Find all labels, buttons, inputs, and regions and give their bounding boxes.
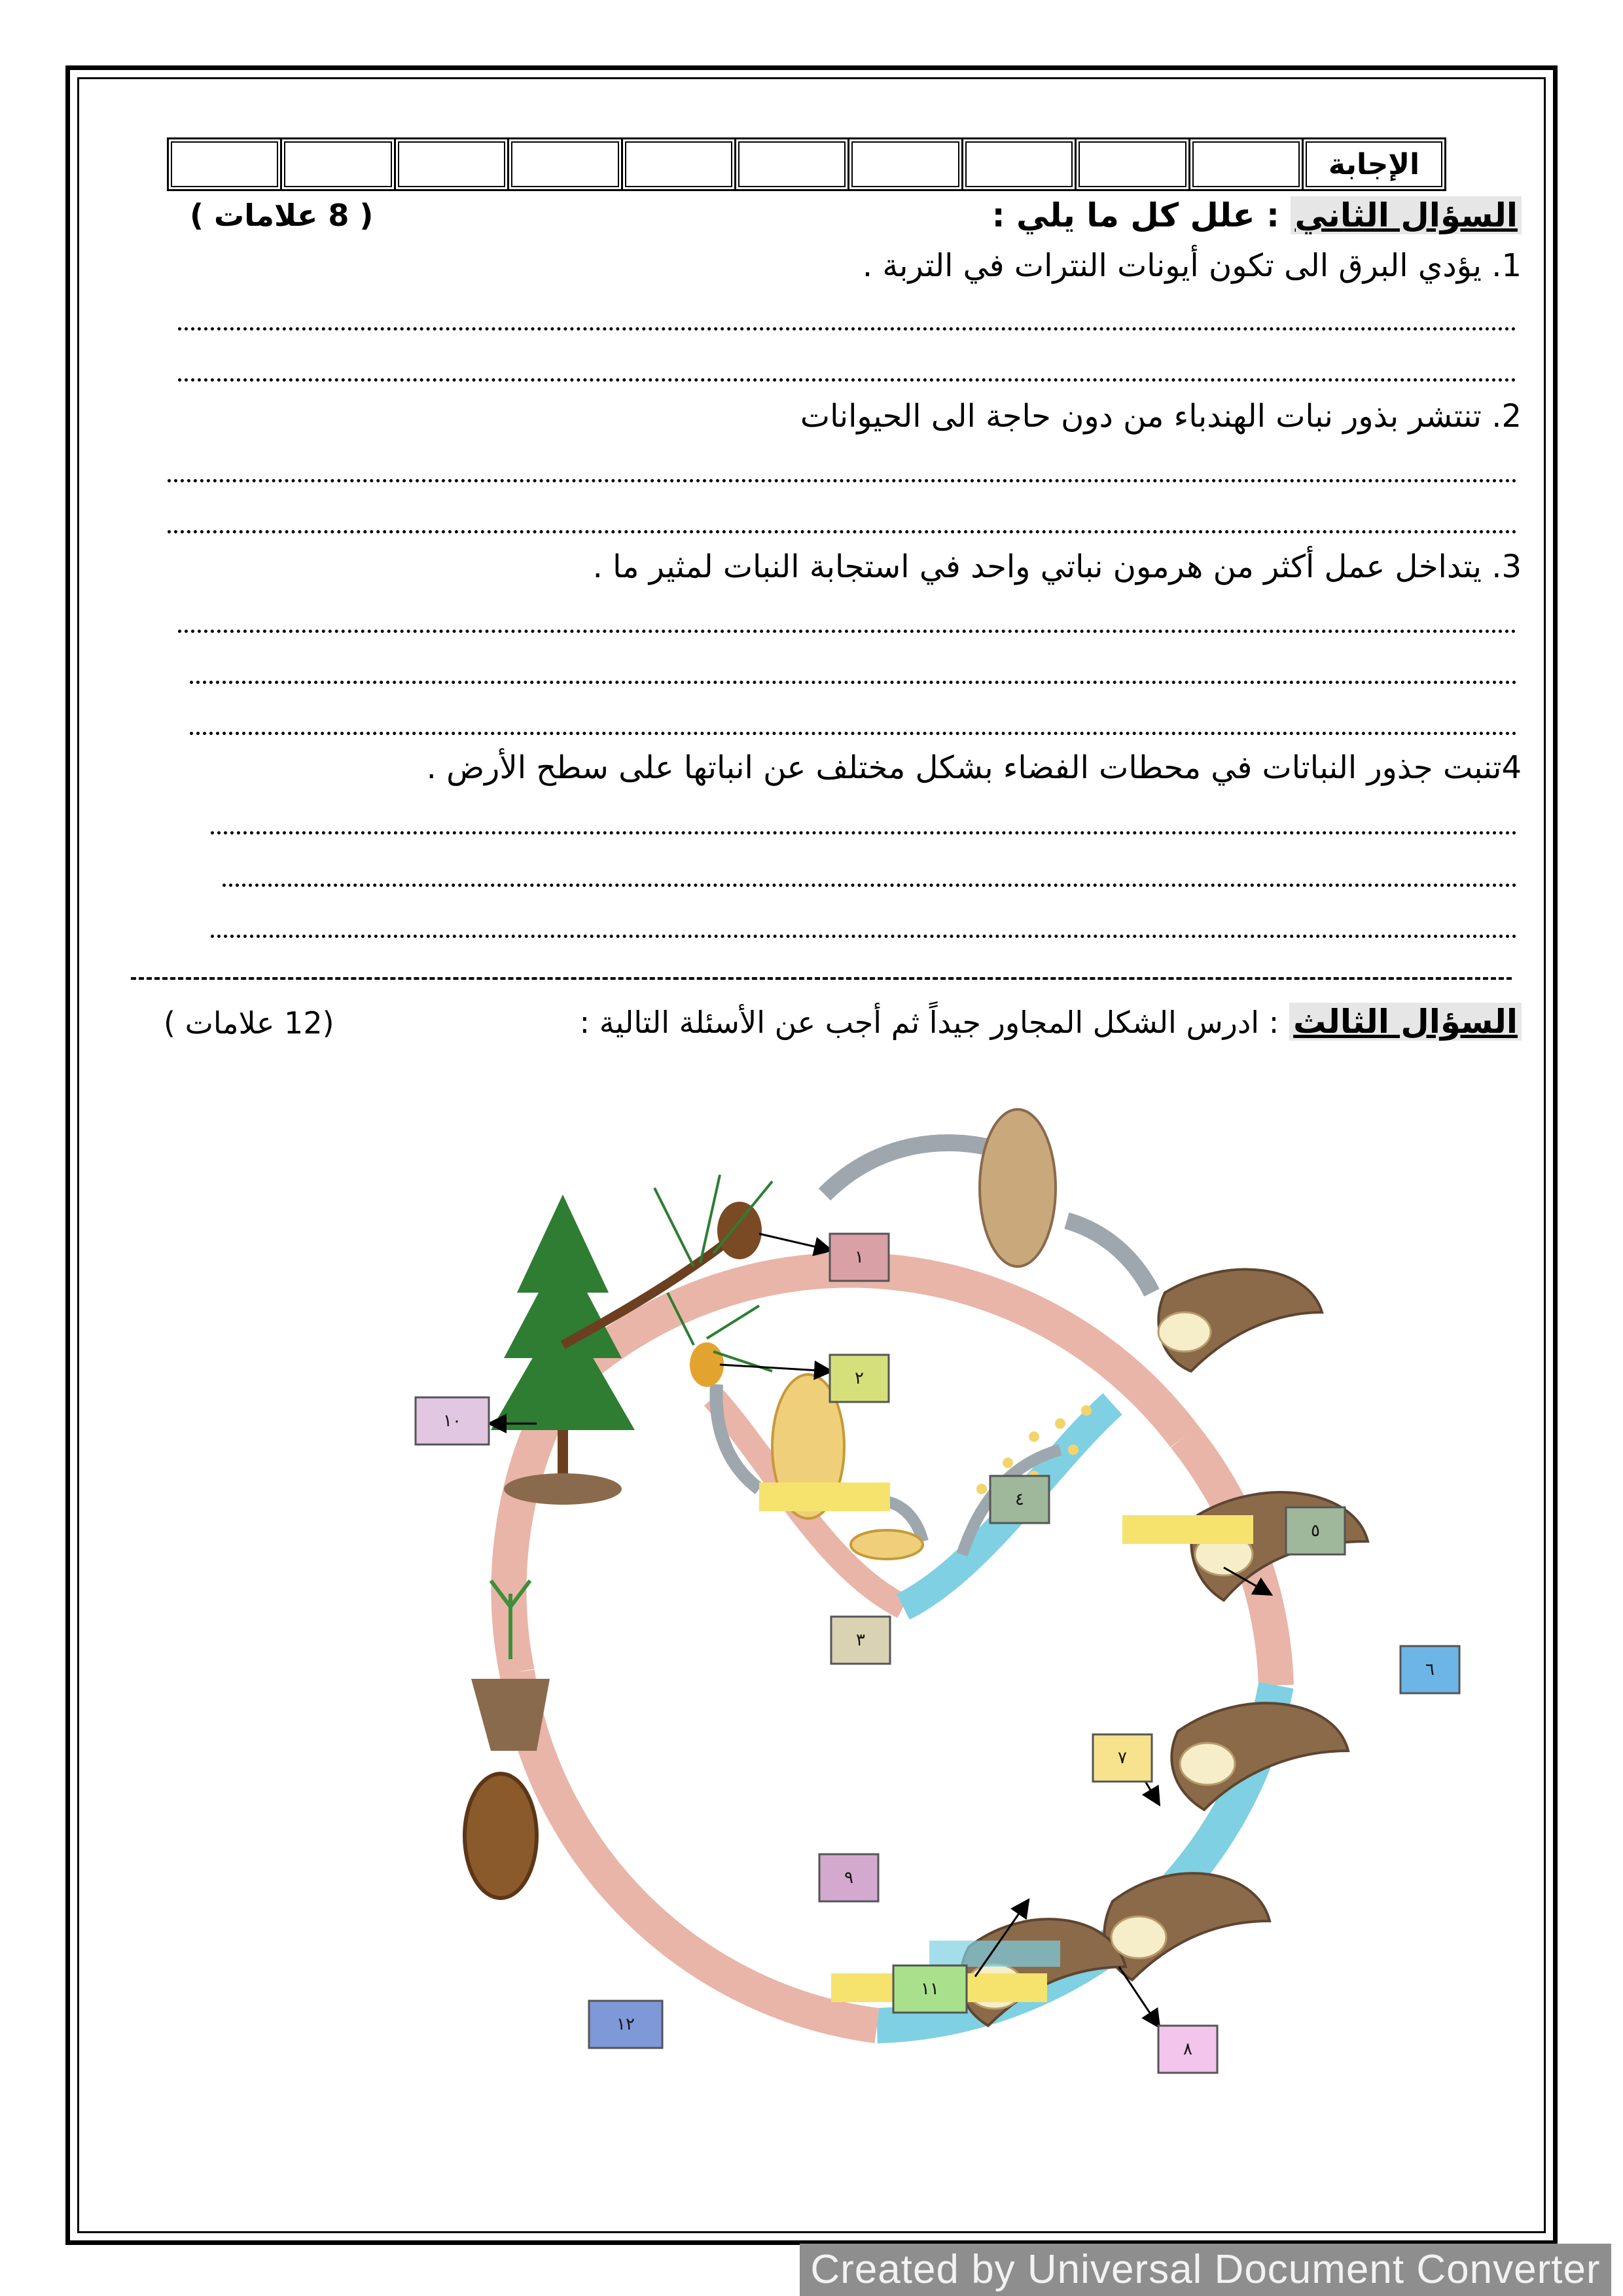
label-6[interactable] [1400, 1646, 1459, 1693]
microsporangium [851, 1530, 923, 1559]
ovulate-cone-section [980, 1109, 1056, 1266]
svg-text:٩: ٩ [844, 1868, 853, 1888]
answer-line[interactable] [178, 327, 1516, 331]
label-4[interactable] [990, 1476, 1049, 1523]
label-1[interactable] [830, 1234, 889, 1281]
pollen-cone [690, 1342, 724, 1387]
label-8[interactable] [1158, 2026, 1217, 2073]
label-9[interactable] [819, 1854, 878, 1901]
label-12[interactable] [589, 2001, 662, 2048]
cycle-arc-bottom [517, 1672, 877, 2026]
answer-label: الإجابة [1303, 139, 1446, 190]
answer-cell[interactable] [962, 139, 1075, 190]
svg-text:١: ١ [855, 1247, 864, 1267]
label-3[interactable] [831, 1617, 890, 1664]
bar-yellow [759, 1482, 890, 1511]
svg-text:٧: ٧ [1118, 1748, 1127, 1768]
answer-cell[interactable] [508, 139, 622, 190]
life-cycle-diagram [406, 1096, 1505, 2117]
answer-line[interactable] [211, 935, 1517, 938]
svg-text:٣: ٣ [856, 1630, 865, 1650]
label-10[interactable] [416, 1397, 489, 1444]
answer-line[interactable] [178, 630, 1516, 633]
ovule-scales [961, 1269, 1368, 2026]
answer-cell[interactable] [849, 139, 962, 190]
question2-item-2: 2. تنتشر بذور نبات الهندباء من دون حاجة الى الحيوانات [800, 398, 1522, 435]
pine-life-cycle-figure [406, 1096, 1505, 2117]
question2-title: السؤال الثاني [1291, 196, 1522, 234]
svg-text:٢: ٢ [855, 1369, 864, 1388]
question3-instruction: : ادرس الشكل المجاور جيداً ثم أجب عن الأسئلة التالية : [579, 1005, 1279, 1040]
converter-watermark: Created by Universal Document Converter [800, 2244, 1611, 2296]
question2-item-4: 4تنبت جذور النباتات في محطات الفضاء بشكل مختلف عن انباتها على سطح الأرض . [426, 749, 1522, 786]
label-7[interactable] [1093, 1734, 1152, 1782]
bar-yellow [1122, 1515, 1253, 1544]
answer-cell[interactable] [395, 139, 508, 190]
answer-cell[interactable] [1076, 139, 1189, 190]
answer-line[interactable] [168, 530, 1517, 533]
answer-line[interactable] [223, 884, 1517, 887]
answer-table [167, 137, 1446, 191]
question3-heading [580, 1003, 1522, 1041]
question2-instruction: : علل كل ما يلي : [991, 196, 1280, 234]
answer-line[interactable] [168, 479, 1517, 482]
soil [504, 1473, 622, 1505]
svg-text:١٢: ١٢ [616, 2015, 635, 2034]
section-separator [131, 977, 1512, 980]
answer-line[interactable] [211, 831, 1517, 834]
gray-arrow [825, 1143, 995, 1194]
label-11[interactable] [893, 1965, 967, 2013]
svg-text:١١: ١١ [921, 1979, 939, 1999]
label-2[interactable] [830, 1355, 889, 1402]
svg-text:٥: ٥ [1311, 1521, 1320, 1541]
answer-cell[interactable] [622, 139, 735, 190]
answer-cell[interactable] [168, 139, 281, 190]
question2-item-3: 3. يتداخل عمل أكثر من هرمون نباتي واحد في استجابة النبات لمثير ما . [592, 548, 1522, 585]
answer-line[interactable] [190, 681, 1517, 684]
question2-heading [992, 196, 1522, 234]
answer-cell[interactable] [735, 139, 848, 190]
bar-blue [929, 1941, 1060, 1967]
question3-title: السؤال الثالث [1289, 1003, 1522, 1041]
question2-item-1: 1. يؤدي البرق الى تكون أيونات النترات في التربة . [862, 247, 1522, 284]
answer-line[interactable] [178, 378, 1516, 382]
gray-arrow [1067, 1221, 1152, 1293]
svg-text:١٠: ١٠ [443, 1411, 461, 1431]
svg-text:٤: ٤ [1015, 1490, 1024, 1509]
answer-line[interactable] [190, 732, 1517, 735]
answer-cell[interactable] [1189, 139, 1302, 190]
svg-text:٦: ٦ [1425, 1660, 1435, 1679]
seed [465, 1774, 537, 1898]
label-5[interactable] [1286, 1507, 1345, 1554]
seed-cone [717, 1202, 762, 1259]
question3-marks: (12 علامات ) [164, 1005, 334, 1041]
answer-cell[interactable] [281, 139, 395, 190]
svg-text:٨: ٨ [1183, 2039, 1192, 2059]
seedling-soil [471, 1679, 550, 1751]
question2-marks: ( 8 علامات ) [190, 198, 374, 233]
